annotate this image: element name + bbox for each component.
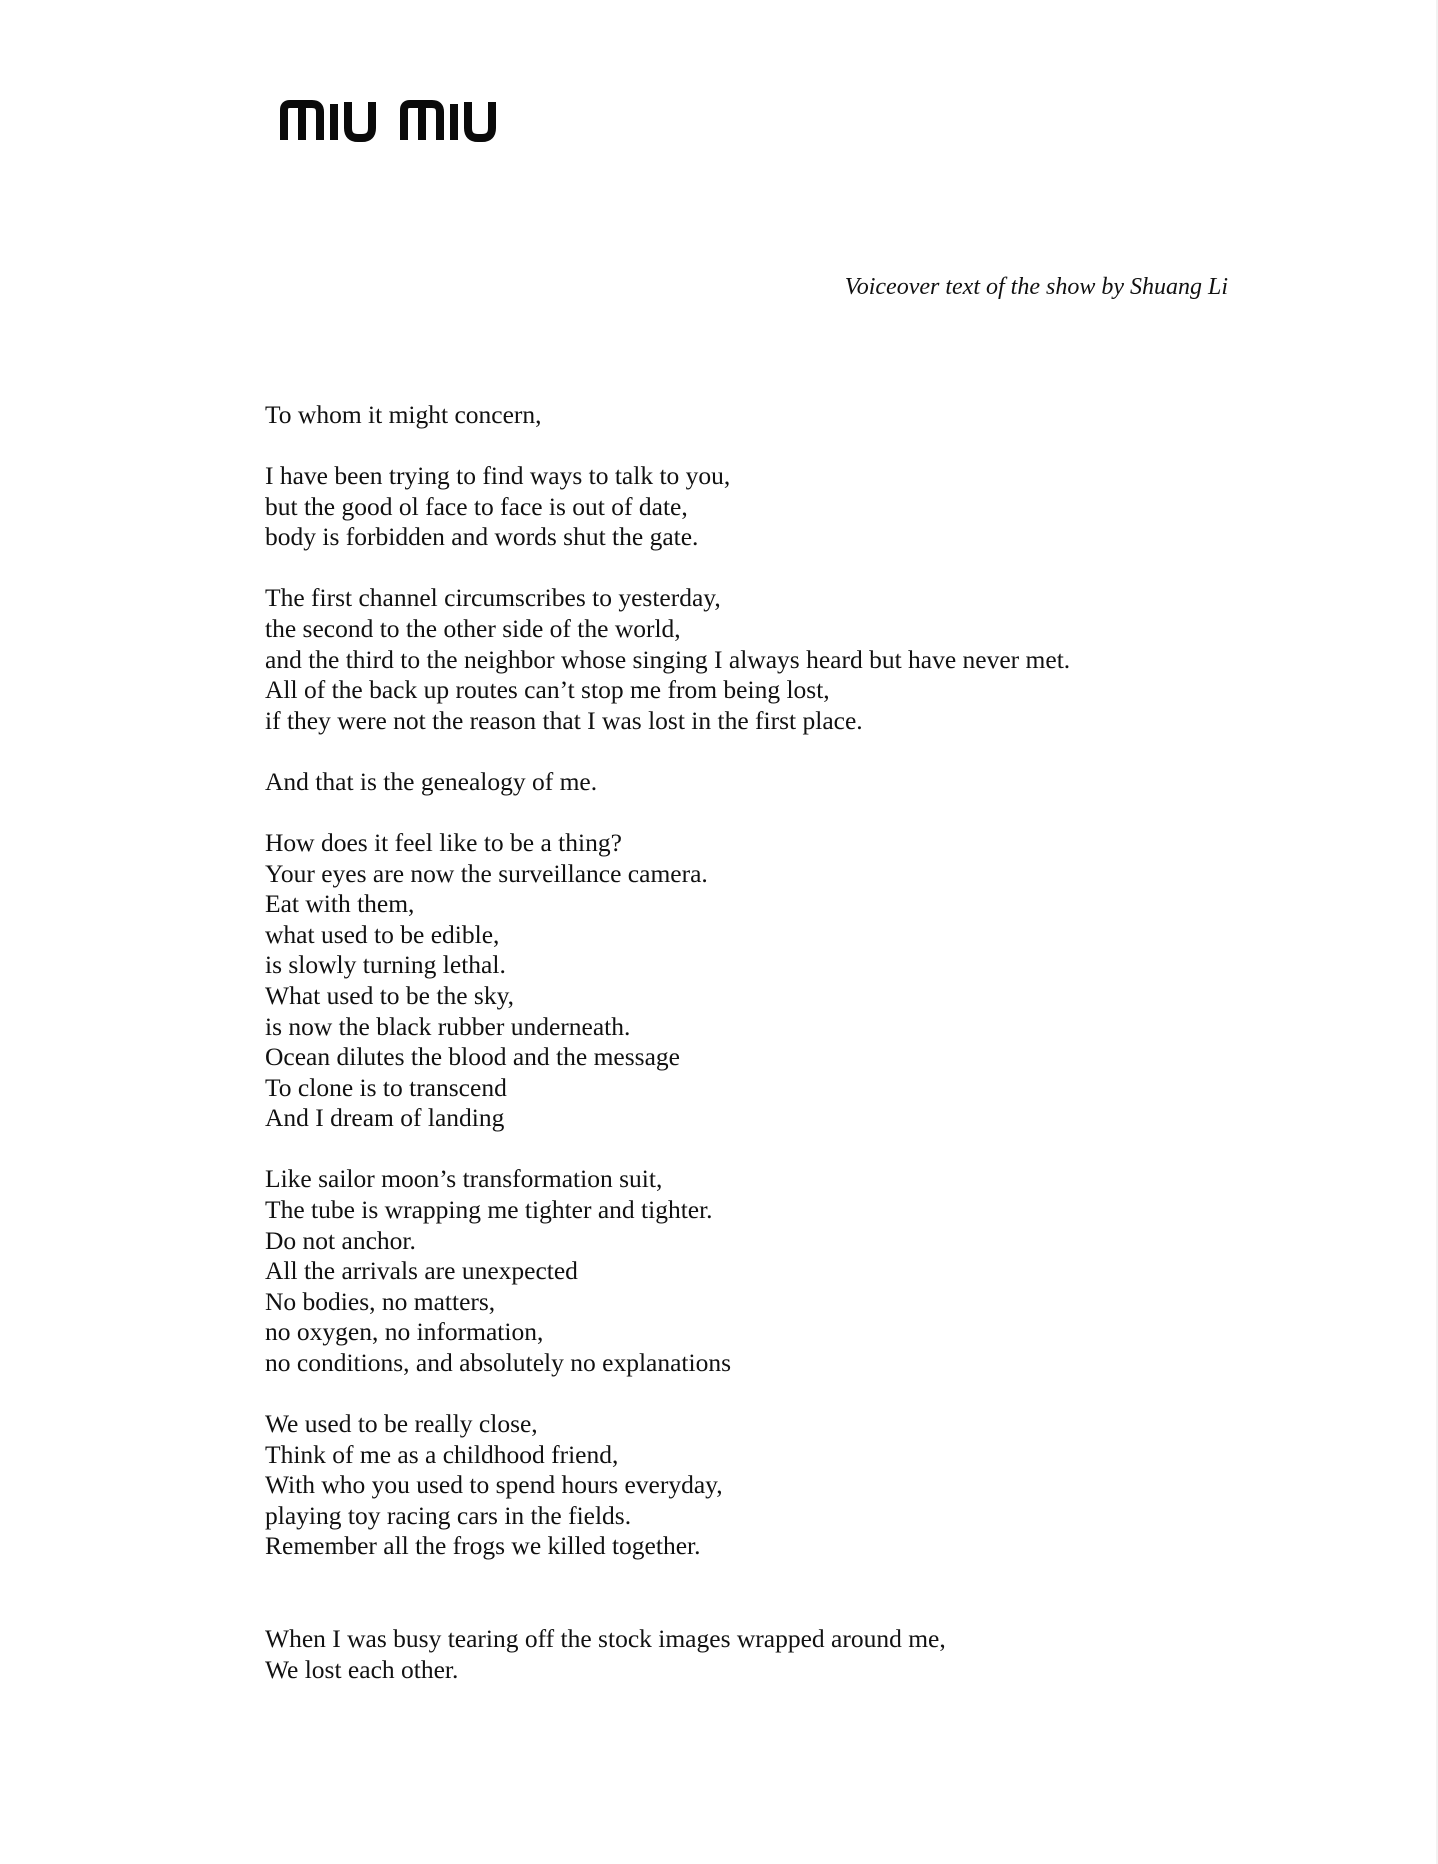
stanza [265,400,1285,431]
poem-line: We used to be really close, [265,1409,538,1439]
poem-line: To whom it might concern, [265,400,542,429]
poem-line: To clone is to transcend [265,1072,507,1102]
poem-line: but the good ol face to face is out of date, [265,491,688,521]
poem-line: no conditions, and absolutely no explanations [265,1347,732,1377]
stanza [265,1409,1285,1562]
stanza [265,583,1285,736]
poem-line: and the third to the neighbor whose singing I always heard but have never met. [265,644,1071,674]
poem-line: And I dream of landing [265,1103,505,1133]
stanza [265,1164,1285,1378]
poem-line: the second to the other side of the world, [265,613,681,643]
poem-line: All of the back up routes can’t stop me from being lost, [265,675,830,705]
poem-line: is now the black rubber underneath. [265,1011,631,1041]
poem-line: When I was busy tearing off the stock images wrapped around me, [265,1624,946,1653]
poem-line: No bodies, no matters, [265,1286,496,1316]
poem-line: no oxygen, no information, [265,1317,544,1347]
poem-line: What used to be the sky, [265,980,515,1010]
poem-line: With who you used to spend hours everyday, [265,1470,723,1500]
poem-line: Do not anchor. [265,1225,416,1255]
poem-line: Your eyes are now the surveillance camera. [265,858,708,888]
poem-line: is slowly turning lethal. [265,950,506,980]
poem-line: And that is the genealogy of me. [265,766,598,796]
miu-miu-logo-mark [280,96,540,144]
stanza [265,828,1285,1134]
stanza [265,1624,1285,1685]
poem-line: How does it feel like to be a thing? [265,827,622,857]
poem-line: Ocean dilutes the blood and the message [265,1042,680,1072]
poem-body [265,400,1285,1716]
miu-miu-logo [280,96,540,144]
stanza [265,461,1285,553]
poem-line: body is forbidden and words shut the gate. [265,522,699,552]
poem-line: The first channel circumscribes to yesterday, [265,583,721,613]
poem-line: The tube is wrapping me tighter and tighter. [265,1194,713,1224]
poem-line: Think of me as a childhood friend, [265,1439,619,1469]
poem-line: playing toy racing cars in the fields. [265,1500,632,1530]
poem-line: Like sailor moon’s transformation suit, [265,1164,663,1194]
poem-line: Eat with them, [265,889,415,919]
poem-line: if they were not the reason that I was lost in the first place. [265,705,863,735]
poem-line: I have been trying to find ways to talk to you, [265,461,731,491]
stanza [265,767,1285,798]
poem-line: We lost each other. [265,1654,459,1684]
byline: Voiceover text of the show by Shuang Li [844,274,1228,300]
poem-line: what used to be edible, [265,919,500,949]
poem-line: All the arrivals are unexpected [265,1256,578,1286]
poem-line: Remember all the frogs we killed together. [265,1531,701,1561]
